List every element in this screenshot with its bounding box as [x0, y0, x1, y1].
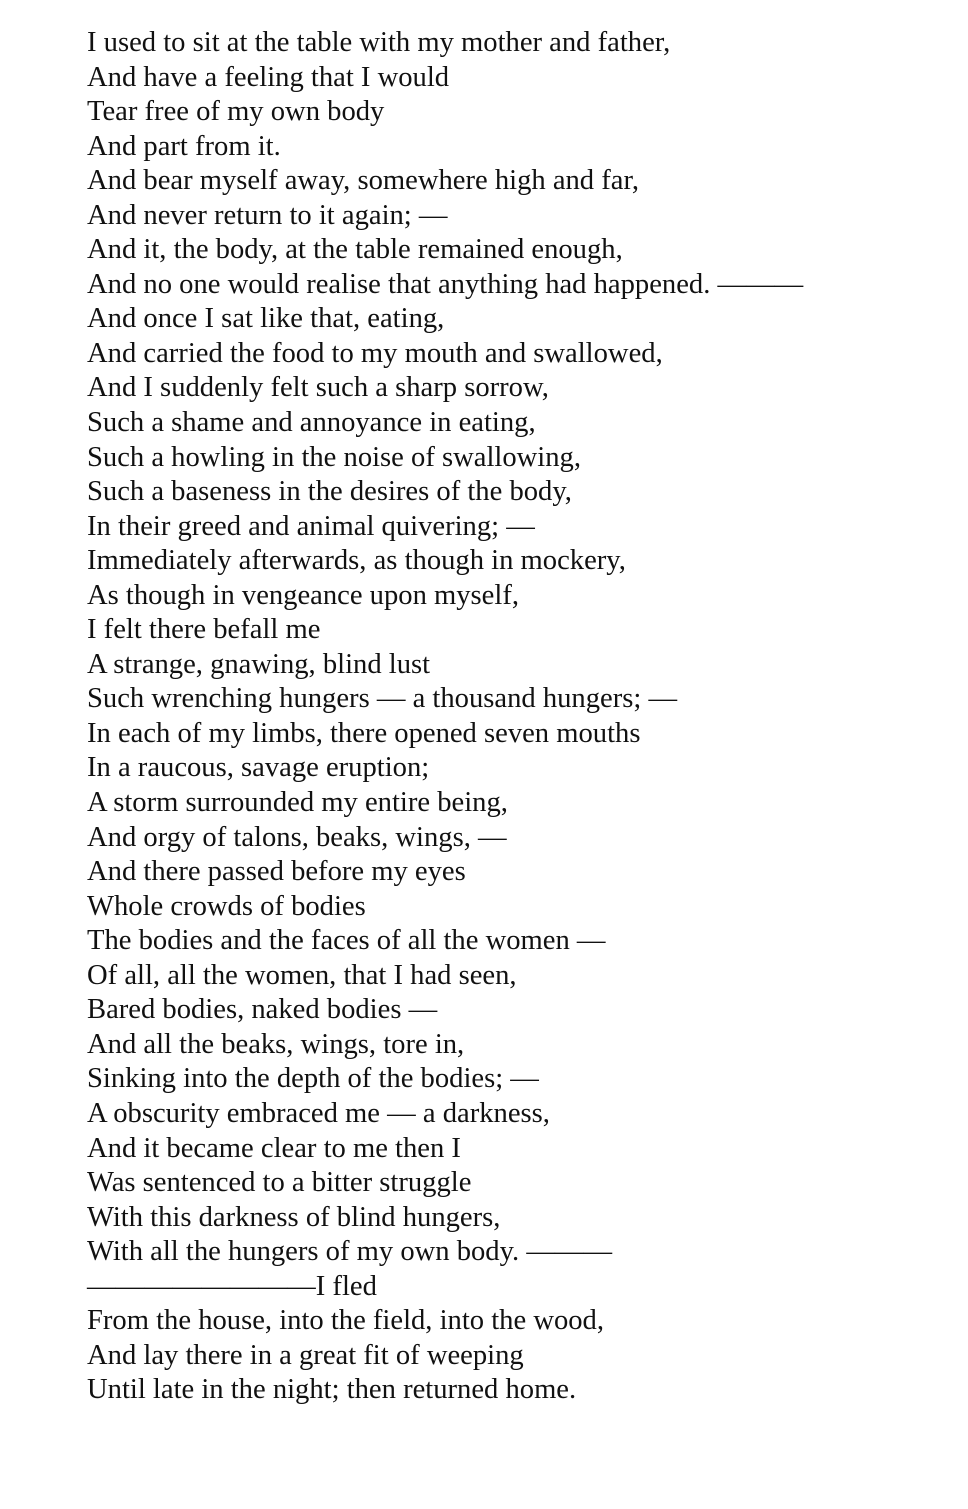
poem-line: And lay there in a great fit of weeping [87, 1339, 524, 1371]
poem-line: And there passed before my eyes [87, 856, 466, 888]
poem-line: I used to sit at the table with my mother and father, [87, 27, 671, 58]
poem-line: Such a shame and annoyance in eating, [87, 407, 536, 439]
poem-line: The bodies and the faces of all the women — [87, 925, 606, 957]
poem-line: Tear free of my own body [87, 96, 385, 128]
poem-line: As though in vengeance upon myself, [87, 579, 519, 611]
poem-line: Bared bodies, naked bodies — [87, 994, 438, 1026]
poem-text [87, 26, 947, 1408]
poem-line: Whole crowds of bodies [87, 890, 366, 922]
poem-line: A storm surrounded my entire being, [87, 787, 508, 819]
poem-line: With this darkness of blind hungers, [87, 1201, 501, 1233]
poem-line: And no one would realise that anything had happened. ——— [87, 268, 804, 300]
poem-line: ————————I fled [87, 1270, 377, 1302]
poem-line: And once I sat like that, eating, [87, 303, 445, 335]
poem-line: And it, the body, at the table remained enough, [87, 234, 623, 266]
poem-line: And part from it. [87, 130, 281, 162]
poem-line: Such a baseness in the desires of the body, [87, 476, 572, 508]
poem-line: In their greed and animal quivering; — [87, 510, 535, 542]
poem-line: And carried the food to my mouth and swallowed, [87, 337, 663, 369]
poem-line: In a raucous, savage eruption; [87, 752, 430, 784]
poem-line: A obscurity embraced me — a darkness, [87, 1097, 550, 1129]
poem-line: Was sentenced to a bitter struggle [87, 1167, 472, 1199]
poem-line: And orgy of talons, beaks, wings, — [87, 821, 507, 853]
poem-line: Such a howling in the noise of swallowing, [87, 441, 581, 473]
poem-line: Such wrenching hungers — a thousand hungers; — [87, 683, 678, 715]
poem-line: Sinking into the depth of the bodies; — [87, 1063, 539, 1095]
poem-line: And I suddenly felt such a sharp sorrow, [87, 372, 549, 404]
poem-line: And all the beaks, wings, tore in, [87, 1028, 465, 1060]
poem-line: And never return to it again; — [87, 199, 448, 231]
poem-line: I felt there befall me [87, 614, 321, 646]
poem-line: Until late in the night; then returned home. [87, 1374, 577, 1406]
poem-line: And bear myself away, somewhere high and far, [87, 165, 639, 197]
poem-line: From the house, into the field, into the wood, [87, 1305, 605, 1337]
poem-line: A strange, gnawing, blind lust [87, 648, 431, 680]
poem-line: Immediately afterwards, as though in mockery, [87, 545, 626, 577]
poem-line: In each of my limbs, there opened seven mouths [87, 717, 641, 749]
poem-line: With all the hungers of my own body. ——— [87, 1236, 613, 1268]
poem-line: Of all, all the women, that I had seen, [87, 959, 517, 991]
poem-line: And have a feeling that I would [87, 61, 450, 93]
poem-line: And it became clear to me then I [87, 1132, 461, 1164]
